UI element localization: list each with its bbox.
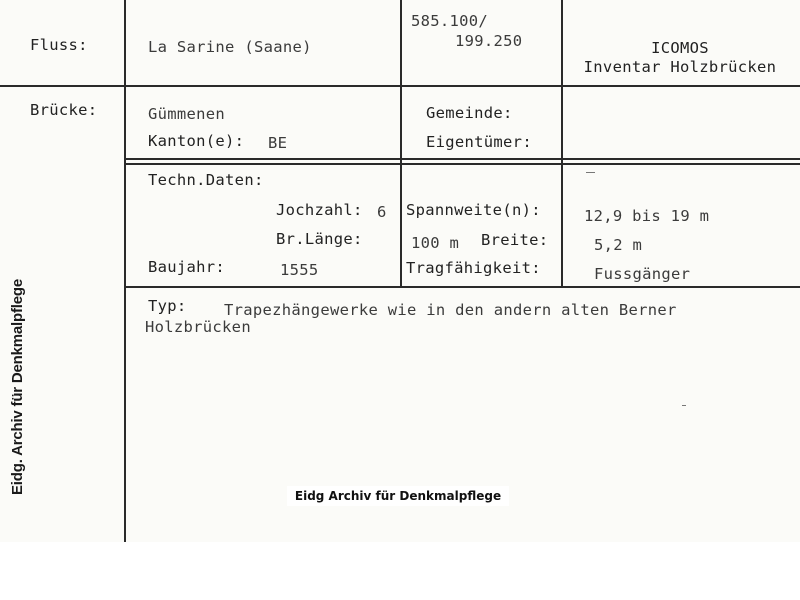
laenge-label: Br.Länge: (276, 230, 363, 248)
archive-stamp: Eidg Archiv für Denkmalpflege (287, 486, 509, 506)
breite-value: 5,2 m (594, 236, 643, 254)
tragfaehigkeit-value: Fussgänger (594, 265, 691, 283)
bruecke-value: Gümmenen (148, 105, 226, 123)
archive-side-text: Eidg. Archiv für Denkmalpflege (9, 279, 26, 495)
jochzahl-value: 6 (377, 203, 387, 221)
spannweite-label: Spannweite(n): (406, 201, 541, 219)
techn-row-divider-upper (124, 158, 800, 160)
jochzahl-label: Jochzahl: (276, 201, 363, 219)
kanton-label: Kanton(e): (148, 132, 245, 150)
typ-line2: Holzbrücken (145, 318, 251, 336)
coordinates-line2: 199.250 (455, 32, 523, 50)
breite-label: Breite: (481, 231, 549, 249)
baujahr-value: 1555 (280, 261, 319, 279)
header-org: ICOMOS (651, 39, 709, 57)
spannweite-value: 12,9 bis 19 m (584, 207, 710, 225)
header-title: Inventar Holzbrücken (583, 58, 777, 76)
tragfaehigkeit-label: Tragfähigkeit: (406, 259, 541, 277)
coordinates-line1: 585.100/ (411, 12, 489, 30)
techn-heading: Techn.Daten: (148, 171, 264, 189)
laenge-value: 100 m (411, 234, 460, 252)
baujahr-label: Baujahr: (148, 258, 226, 276)
pen-mark (586, 172, 595, 173)
middle-column-divider (400, 0, 402, 287)
fluss-value: La Sarine (Saane) (148, 38, 312, 56)
techn-row-divider-lower (124, 163, 800, 165)
header-row-divider (0, 85, 800, 87)
gemeinde-label: Gemeinde: (426, 104, 513, 122)
typ-row-divider (124, 286, 800, 288)
left-column-divider (124, 0, 126, 542)
eigentuemer-label: Eigentümer: (426, 133, 532, 151)
bruecke-label: Brücke: (30, 101, 98, 119)
pen-mark (682, 405, 686, 406)
typ-label: Typ: (148, 297, 187, 315)
typ-line1: Trapezhängewerke wie in den andern alten Berner (224, 301, 677, 319)
fluss-label: Fluss: (30, 36, 88, 54)
kanton-value: BE (268, 134, 288, 152)
